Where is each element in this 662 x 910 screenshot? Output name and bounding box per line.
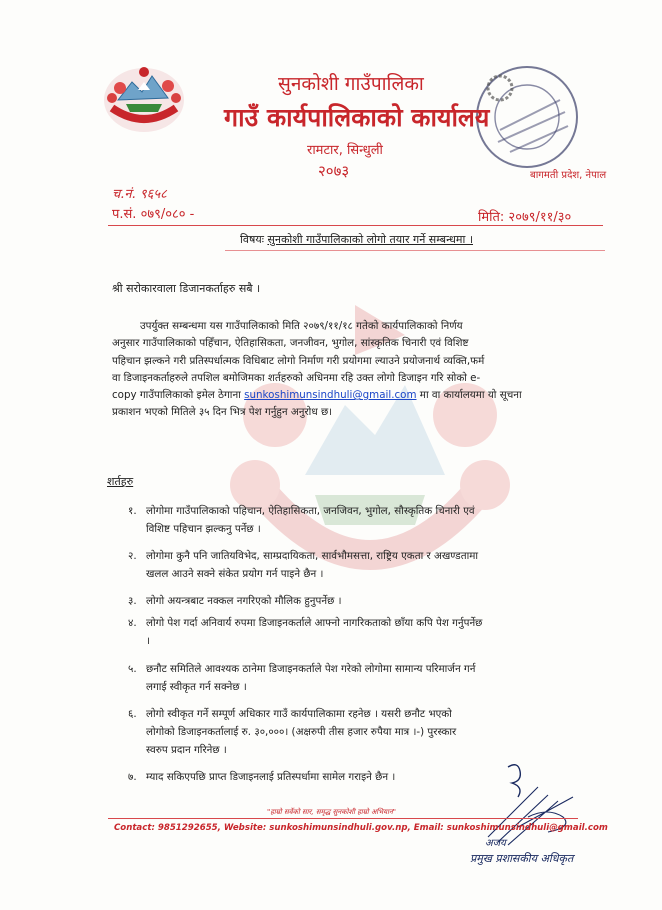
body-line: अनुसार गाउँपालिकाको पहिँचान, ऐतिहासिकता, जनजीवन, भुगोल, सांस्कृतिक चिनारी एवं विशिष्ट (112, 337, 469, 350)
body-line: पहिचान झल्कने गरी प्रतिस्पर्धात्मक विधिबाट लोगो निर्माण गरी प्रयोगमा ल्याउने प्रयोजनार्थ व्यक्ति,फर्म (112, 354, 485, 367)
conditions-heading: शर्तहरु (107, 475, 134, 488)
signatory-title: प्रमुख प्रशासकीय अधिकृत (470, 852, 574, 865)
established-year: २०७३ (318, 162, 350, 180)
office-address: रामटार, सिन्धुली (307, 143, 383, 158)
body-line: प्रकाशन भएको मितिले ३५ दिन भित्र पेश गर्नुहुन अनुरोध छ। (112, 406, 333, 419)
subject-text: सुनकोशी गाउँपालिकाको लोगो तयार गर्ने सम्बन्धमा । (267, 233, 473, 246)
condition-item: १. लोगोमा गाउँपालिकाको पहिचान, ऐतिहासिकता, जनजिवन, भुगोल, सौस्कृतिक चिनारी एवं विशिष्ट पहिचान झल्कनु पर्नेछ । (128, 505, 475, 535)
condition-item: ७. म्याद सकिएपछि प्राप्त डिजाइनलाई प्रतिस्पर्धामा सामेल गराइने छैन । (128, 771, 396, 783)
subject-line (240, 232, 473, 247)
municipality-name: सुनकोशी गाउँपालिका (278, 73, 424, 95)
subject-divider (225, 250, 605, 251)
pa-sa: प.सं. ०७९/०८० - (112, 207, 195, 222)
cha-no: च.नं. ९६५८ (112, 187, 167, 202)
condition-item: ४. लोगो पेश गर्दा अनिवार्य रुपमा डिजाइनकर्ताले आफ्नो नागरिकताको छाँया कपि पेश गर्नुपर्नेछ । (128, 617, 483, 647)
footer-divider (108, 818, 578, 819)
body-line: उपर्युक्त सम्बन्धमा यस गाउँपालिकाको मिति २०७९/११/१८ गतेको कार्यपालिकाको निर्णय (140, 320, 463, 332)
header-divider (108, 225, 603, 226)
office-name: गाउँ कार्यपालिकाको कार्यालय (224, 103, 490, 132)
addressee: श्री सरोकारवाला डिजानकर्ताहरु सबै । (112, 282, 261, 295)
nepal-emblem-icon (98, 60, 190, 138)
condition-item: ३. लोगो अयन्त्रबाट नक्कल नगरिएको मौलिक हुनुपर्नेछ । (128, 595, 342, 607)
signatory-name: अजय (485, 838, 506, 849)
footer-contact: Contact: 9851292655, Website: sunkoshimunsindhuli.gov.np, Email: sunkoshimunsindhuli@gmail.com (114, 823, 608, 833)
footer-slogan: "हाम्रो सर्वेको सार, समृद्ध सुनकोशी हाम्रो अभियान" (267, 808, 397, 816)
condition-item: २. लोगोमा कुनै पनि जातियविभेद, साम्प्रदायिकता, सार्वभौमसत्ता, राष्ट्रिय एकता र अखण्डतामा खलल आउने सक्ने संकेत प्रयोग गर्न पाइने छैन । (128, 550, 479, 580)
condition-item: ६. लोगो स्वीकृत गर्ने सम्पूर्ण अधिकार गाउँ कार्यपालिकामा रहनेछ । यसरी छनौट भएको लोगोको डिजाइनकर्तालाई रु. ३०,०००। (अक्षरुपी तीस हजार रुपैया मात्र ।-) पुरस्कार स्वरुप प्रदान गरिनेछ । (128, 708, 457, 756)
body-line: copy गाउँपालिकाको इमेल ठेगाना sunkoshimunsindhuli@gmail.com मा वा कार्यालयमा यो सूचना (112, 389, 522, 402)
body-paragraph (112, 318, 592, 422)
body-line: वा डिजाइनकर्ताहरुले तपशिल बमोजिमका शर्तहरुको अधिनमा रहि उक्त लोगो डिजाइन गरि सोको e- (112, 371, 481, 384)
subject-label: विषयः (240, 233, 264, 246)
letter-date: मिति: २०७९/११/३० (478, 210, 572, 225)
email-link[interactable]: sunkoshimunsindhuli@gmail.com (244, 389, 417, 402)
condition-item: ५. छनौट समितिले आवश्यक ठानेमा डिजाइनकर्ताले पेश गरेको लोगोमा सामान्य परिमार्जन गर्न लगाई स्वीकृत गर्न सक्नेछ । (128, 663, 476, 693)
province-label: बागमती प्रदेश, नेपाल (530, 170, 607, 181)
